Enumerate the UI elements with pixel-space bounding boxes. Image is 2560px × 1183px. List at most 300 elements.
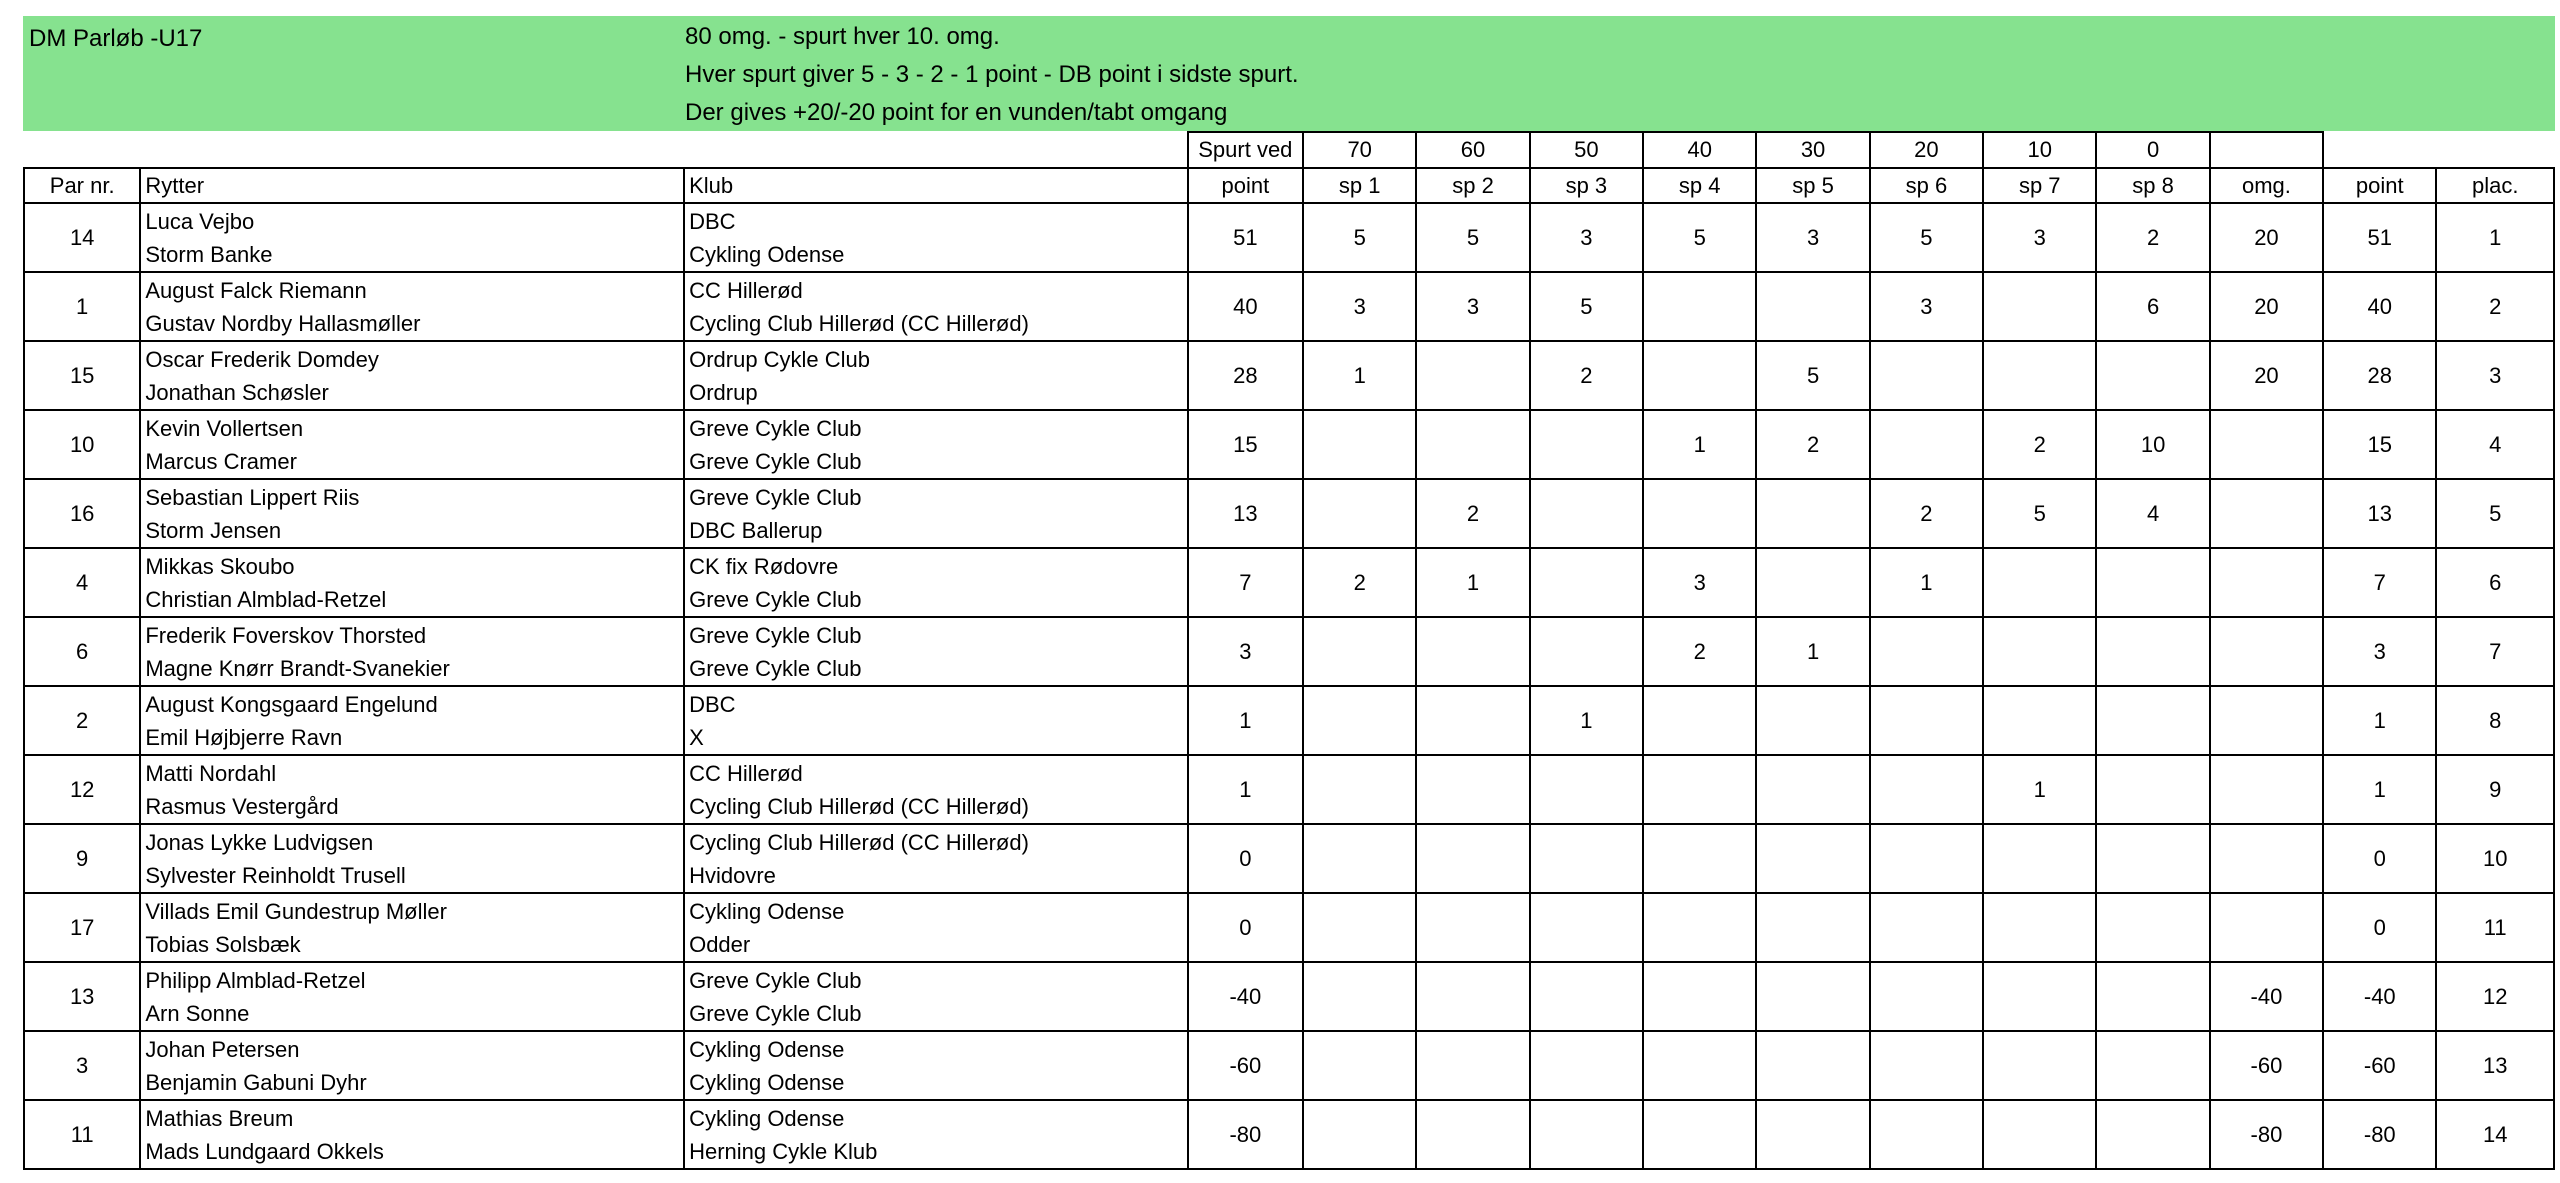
lap-cell: 70	[1303, 132, 1416, 168]
riders-cell	[140, 755, 684, 824]
total-point-cell: -60	[2323, 1031, 2436, 1100]
sprint-cell	[1643, 1100, 1756, 1169]
sprint-cell	[1983, 272, 2096, 341]
rider-name: August Falck Riemann	[145, 277, 367, 303]
pair-number-cell: 13	[24, 962, 140, 1031]
sprint-cell: 3	[1416, 272, 1529, 341]
pair-number-cell: 3	[24, 1031, 140, 1100]
rider-name: Tobias Solsbæk	[145, 931, 301, 957]
sprint-cell	[1643, 893, 1756, 962]
lap-cell: 30	[1756, 132, 1869, 168]
riders-cell	[140, 617, 684, 686]
total-point-cell: 51	[2323, 203, 2436, 272]
sprint-cell	[1530, 1100, 1643, 1169]
point-cell: -40	[1188, 962, 1303, 1031]
sprint-cell: 1	[1643, 410, 1756, 479]
results-sheet	[23, 16, 2555, 1170]
omg-cell	[2210, 410, 2323, 479]
sprint-cell	[1530, 755, 1643, 824]
sprint-cell	[1870, 824, 1983, 893]
sprint-cell	[1756, 893, 1869, 962]
sprint-cell	[2096, 1100, 2209, 1169]
lap-cell: 0	[2096, 132, 2209, 168]
table-row	[24, 479, 2554, 548]
sprint-cell	[1416, 962, 1529, 1031]
placement-cell: 4	[2436, 410, 2554, 479]
sprint-cell: 5	[1643, 203, 1756, 272]
placement-cell: 14	[2436, 1100, 2554, 1169]
sprint-cell	[1643, 962, 1756, 1031]
sprint-cell: 5	[1303, 203, 1416, 272]
sprint-cell	[1756, 1031, 1869, 1100]
placement-cell: 2	[2436, 272, 2554, 341]
sprint-cell: 10	[2096, 410, 2209, 479]
lap-cell: 20	[1870, 132, 1983, 168]
table-row	[24, 686, 2554, 755]
rider-name: Mathias Breum	[145, 1105, 294, 1131]
omg-cell: 20	[2210, 203, 2323, 272]
sprint-cell	[1303, 479, 1416, 548]
point-cell: 13	[1188, 479, 1303, 548]
sprint-cell: 1	[1870, 548, 1983, 617]
placement-cell: 5	[2436, 479, 2554, 548]
rider-name: Storm Jensen	[145, 517, 282, 543]
total-point-cell: 1	[2323, 686, 2436, 755]
sprint-cell	[1870, 1031, 1983, 1100]
club-name: X	[689, 724, 704, 750]
rider-name: Rasmus Vestergård	[145, 793, 339, 819]
rider-name: August Kongsgaard Engelund	[145, 691, 438, 717]
table-row	[24, 617, 2554, 686]
point-cell: 40	[1188, 272, 1303, 341]
sprint-cell: 5	[1870, 203, 1983, 272]
sprint-cell	[1530, 410, 1643, 479]
riders-cell	[140, 686, 684, 755]
point-cell: -80	[1188, 1100, 1303, 1169]
sprint-cell	[1643, 1031, 1756, 1100]
total-point-cell: 13	[2323, 479, 2436, 548]
col-header-sprint: sp 8	[2096, 168, 2209, 203]
sprint-cell	[2096, 824, 2209, 893]
club-name: Cykling Odense	[689, 1036, 845, 1062]
pair-number-cell: 10	[24, 410, 140, 479]
pair-number-cell: 2	[24, 686, 140, 755]
table-row	[24, 962, 2554, 1031]
rider-name: Arn Sonne	[145, 1000, 250, 1026]
rider-name: Marcus Cramer	[145, 448, 297, 474]
spurt-ved-label: Spurt ved	[1188, 132, 1303, 168]
sprint-cell: 1	[1983, 755, 2096, 824]
club-name: Cykling Odense	[689, 898, 845, 924]
clubs-cell	[684, 893, 1188, 962]
header-banner	[23, 16, 2555, 131]
total-point-cell: 0	[2323, 893, 2436, 962]
empty-cell	[24, 132, 140, 168]
sprint-cell	[1530, 824, 1643, 893]
placement-cell: 11	[2436, 893, 2554, 962]
sprint-cell: 3	[1643, 548, 1756, 617]
rider-name: Benjamin Gabuni Dyhr	[145, 1069, 367, 1095]
sprint-cell: 5	[1416, 203, 1529, 272]
rider-name: Matti Nordahl	[145, 760, 277, 786]
column-header-row	[24, 168, 2554, 203]
riders-cell	[140, 272, 684, 341]
sprint-cell	[1983, 824, 2096, 893]
sprint-cell	[1643, 824, 1756, 893]
rider-name: Frederik Foverskov Thorsted	[145, 622, 427, 648]
table-row	[24, 410, 2554, 479]
sprint-cell	[1530, 548, 1643, 617]
total-point-cell: 28	[2323, 341, 2436, 410]
omg-cell	[2210, 824, 2323, 893]
sprint-cell	[2096, 686, 2209, 755]
sprint-cell: 3	[1983, 203, 2096, 272]
sprint-cell	[1756, 962, 1869, 1031]
placement-cell: 9	[2436, 755, 2554, 824]
sprint-cell	[1530, 893, 1643, 962]
col-header-sprint: sp 5	[1756, 168, 1869, 203]
sprint-cell: 2	[1303, 548, 1416, 617]
pair-number-cell: 1	[24, 272, 140, 341]
sprint-cell	[1303, 686, 1416, 755]
total-point-cell: -40	[2323, 962, 2436, 1031]
placement-cell: 6	[2436, 548, 2554, 617]
sprint-cell	[1870, 755, 1983, 824]
empty-cell	[2210, 132, 2323, 168]
empty-cell	[2323, 132, 2436, 168]
sprint-cell: 5	[1756, 341, 1869, 410]
omg-cell	[2210, 617, 2323, 686]
sprint-cell	[1416, 755, 1529, 824]
sprint-cell	[1303, 1031, 1416, 1100]
placement-cell: 8	[2436, 686, 2554, 755]
table-row	[24, 1100, 2554, 1169]
club-name: Cycling Club Hillerød (CC Hillerød)	[689, 310, 1029, 336]
point-cell: 51	[1188, 203, 1303, 272]
sprint-cell	[2096, 1031, 2209, 1100]
rule-line: 80 omg. - spurt hver 10. omg.	[685, 23, 1000, 50]
clubs-cell	[684, 962, 1188, 1031]
rule-line: Hver spurt giver 5 - 3 - 2 - 1 point - DB point i sidste spurt.	[685, 61, 1299, 88]
sprint-cell: 6	[2096, 272, 2209, 341]
point-cell: -60	[1188, 1031, 1303, 1100]
omg-cell	[2210, 686, 2323, 755]
club-name: CC Hillerød	[689, 760, 803, 786]
rider-name: Philipp Almblad-Retzel	[145, 967, 366, 993]
race-rules	[685, 18, 1299, 132]
clubs-cell	[684, 410, 1188, 479]
rider-name: Magne Knørr Brandt-Svanekier	[145, 655, 450, 681]
riders-cell	[140, 824, 684, 893]
sprint-cell	[1303, 824, 1416, 893]
omg-cell	[2210, 548, 2323, 617]
pair-number-cell: 9	[24, 824, 140, 893]
total-point-cell: 1	[2323, 755, 2436, 824]
riders-cell	[140, 893, 684, 962]
rider-name: Oscar Frederik Domdey	[145, 346, 379, 372]
riders-cell	[140, 1031, 684, 1100]
rider-name: Villads Emil Gundestrup Møller	[145, 898, 447, 924]
table-row	[24, 824, 2554, 893]
empty-cell	[140, 132, 684, 168]
sprint-cell	[1643, 479, 1756, 548]
rider-name: Mikkas Skoubo	[145, 553, 295, 579]
club-name: Cycling Club Hillerød (CC Hillerød)	[689, 793, 1029, 819]
pair-number-cell: 14	[24, 203, 140, 272]
club-name: DBC Ballerup	[689, 517, 823, 543]
club-name: CK fix Rødovre	[689, 553, 839, 579]
sprint-cell	[1756, 1100, 1869, 1169]
sprint-cell	[1870, 962, 1983, 1031]
sprint-cell	[1416, 686, 1529, 755]
pair-number-cell: 4	[24, 548, 140, 617]
sprint-cell: 1	[1416, 548, 1529, 617]
sprint-cell: 3	[1870, 272, 1983, 341]
total-point-cell: 3	[2323, 617, 2436, 686]
rider-name: Luca Vejbo	[145, 208, 255, 234]
placement-cell: 1	[2436, 203, 2554, 272]
placement-cell: 3	[2436, 341, 2554, 410]
table-row	[24, 341, 2554, 410]
sprint-cell	[1870, 617, 1983, 686]
table-row	[24, 1031, 2554, 1100]
rider-name: Sebastian Lippert Riis	[145, 484, 360, 510]
club-name: Cykling Odense	[689, 1069, 845, 1095]
sprint-cell	[1416, 410, 1529, 479]
point-cell: 28	[1188, 341, 1303, 410]
col-header-klub: Klub	[684, 168, 1188, 203]
results-table	[23, 131, 2555, 1170]
riders-cell	[140, 203, 684, 272]
club-name: Greve Cykle Club	[689, 448, 862, 474]
table-row	[24, 272, 2554, 341]
riders-cell	[140, 479, 684, 548]
clubs-cell	[684, 479, 1188, 548]
pair-number-cell: 15	[24, 341, 140, 410]
pair-number-cell: 17	[24, 893, 140, 962]
club-name: Ordrup	[689, 379, 758, 405]
sprint-cell	[1416, 893, 1529, 962]
placement-cell: 12	[2436, 962, 2554, 1031]
sprint-cell: 4	[2096, 479, 2209, 548]
sprint-cell	[1416, 341, 1529, 410]
clubs-cell	[684, 341, 1188, 410]
sprint-cell	[1416, 617, 1529, 686]
lap-cell: 10	[1983, 132, 2096, 168]
rider-name: Johan Petersen	[145, 1036, 300, 1062]
sprint-cell: 2	[1643, 617, 1756, 686]
club-name: Odder	[689, 931, 751, 957]
col-header-omg: omg.	[2210, 168, 2323, 203]
rider-name: Storm Banke	[145, 241, 273, 267]
sprint-cell	[1983, 341, 2096, 410]
sprint-cell	[1643, 755, 1756, 824]
omg-cell: 20	[2210, 341, 2323, 410]
club-name: Cycling Club Hillerød (CC Hillerød)	[689, 829, 1029, 855]
sprint-cell	[2096, 548, 2209, 617]
sprint-cell: 2	[1756, 410, 1869, 479]
rider-name: Sylvester Reinholdt Trusell	[145, 862, 406, 888]
club-name: Herning Cykle Klub	[689, 1138, 878, 1164]
sprint-cell	[1756, 272, 1869, 341]
pair-number-cell: 11	[24, 1100, 140, 1169]
sprint-cell	[1756, 824, 1869, 893]
sprint-cell	[1303, 410, 1416, 479]
col-header-total-point: point	[2323, 168, 2436, 203]
clubs-cell	[684, 203, 1188, 272]
total-point-cell: 40	[2323, 272, 2436, 341]
clubs-cell	[684, 617, 1188, 686]
sprint-cell: 2	[1416, 479, 1529, 548]
club-name: DBC	[689, 691, 736, 717]
point-cell: 3	[1188, 617, 1303, 686]
lap-cell: 40	[1643, 132, 1756, 168]
sprint-cell	[1983, 893, 2096, 962]
riders-cell	[140, 341, 684, 410]
sprint-cell	[1416, 1031, 1529, 1100]
sprint-cell: 1	[1756, 617, 1869, 686]
sprint-cell	[1530, 479, 1643, 548]
race-title: DM Parløb -U17	[29, 25, 203, 52]
clubs-cell	[684, 272, 1188, 341]
lap-cell: 50	[1530, 132, 1643, 168]
lap-cell: 60	[1416, 132, 1529, 168]
col-header-sprint: sp 6	[1870, 168, 1983, 203]
club-name: Cykling Odense	[689, 241, 845, 267]
sprint-cell	[1756, 755, 1869, 824]
sprint-cell: 2	[1530, 341, 1643, 410]
sprint-cell	[2096, 755, 2209, 824]
col-header-sprint: sp 3	[1530, 168, 1643, 203]
sprint-cell	[1870, 410, 1983, 479]
sprint-cell	[1870, 893, 1983, 962]
sprint-cell	[2096, 962, 2209, 1031]
point-cell: 0	[1188, 824, 1303, 893]
empty-cell	[2436, 132, 2554, 168]
riders-cell	[140, 962, 684, 1031]
sprint-cell	[1983, 548, 2096, 617]
sprint-cell	[1303, 893, 1416, 962]
sprint-cell	[1530, 617, 1643, 686]
clubs-cell	[684, 548, 1188, 617]
col-header-point: point	[1188, 168, 1303, 203]
riders-cell	[140, 410, 684, 479]
rider-name: Kevin Vollertsen	[145, 415, 304, 441]
rider-name: Emil Højbjerre Ravn	[145, 724, 343, 750]
omg-cell	[2210, 479, 2323, 548]
col-header-plac: plac.	[2436, 168, 2554, 203]
sprint-cell	[1303, 755, 1416, 824]
sprint-cell	[1983, 1031, 2096, 1100]
col-header-sprint: sp 1	[1303, 168, 1416, 203]
point-cell: 0	[1188, 893, 1303, 962]
sprint-cell	[1870, 341, 1983, 410]
omg-cell	[2210, 755, 2323, 824]
total-point-cell: -80	[2323, 1100, 2436, 1169]
placement-cell: 10	[2436, 824, 2554, 893]
table-row	[24, 755, 2554, 824]
club-name: Ordrup Cykle Club	[689, 346, 871, 372]
point-cell: 1	[1188, 686, 1303, 755]
sprint-cell	[1303, 617, 1416, 686]
sprint-cell	[1756, 479, 1869, 548]
sprint-cell	[1416, 1100, 1529, 1169]
rider-name: Mads Lundgaard Okkels	[145, 1138, 384, 1164]
sprint-cell	[1303, 962, 1416, 1031]
omg-cell: -40	[2210, 962, 2323, 1031]
total-point-cell: 15	[2323, 410, 2436, 479]
sprint-cell: 2	[2096, 203, 2209, 272]
sprint-cell: 2	[1983, 410, 2096, 479]
sprint-cell	[2096, 617, 2209, 686]
club-name: Hvidovre	[689, 862, 776, 888]
clubs-cell	[684, 824, 1188, 893]
sprint-cell: 1	[1303, 341, 1416, 410]
clubs-cell	[684, 1031, 1188, 1100]
sprint-cell	[1530, 962, 1643, 1031]
riders-cell	[140, 548, 684, 617]
sprint-cell	[1756, 548, 1869, 617]
sprint-cell	[1643, 341, 1756, 410]
sprint-cell: 2	[1870, 479, 1983, 548]
sprint-cell	[1416, 824, 1529, 893]
col-header-par-nr: Par nr.	[24, 168, 140, 203]
club-name: Greve Cykle Club	[689, 415, 862, 441]
sprint-cell	[1870, 1100, 1983, 1169]
point-cell: 15	[1188, 410, 1303, 479]
omg-cell: -80	[2210, 1100, 2323, 1169]
sprint-cell	[1303, 1100, 1416, 1169]
omg-cell: 20	[2210, 272, 2323, 341]
sprint-cell	[1643, 686, 1756, 755]
point-cell: 1	[1188, 755, 1303, 824]
col-header-rytter: Rytter	[140, 168, 684, 203]
club-name: Greve Cykle Club	[689, 967, 862, 993]
sprint-cell: 1	[1530, 686, 1643, 755]
sprint-cell	[2096, 893, 2209, 962]
table-row	[24, 893, 2554, 962]
table-row	[24, 203, 2554, 272]
pair-number-cell: 16	[24, 479, 140, 548]
rider-name: Gustav Nordby Hallasmøller	[145, 310, 421, 336]
total-point-cell: 7	[2323, 548, 2436, 617]
sprint-cell	[1983, 962, 2096, 1031]
club-name: Greve Cykle Club	[689, 655, 862, 681]
sprint-cell	[2096, 341, 2209, 410]
rider-name: Jonathan Schøsler	[145, 379, 329, 405]
sprint-cell	[1983, 1100, 2096, 1169]
sprint-cell	[1983, 686, 2096, 755]
club-name: DBC	[689, 208, 736, 234]
omg-cell: -60	[2210, 1031, 2323, 1100]
pair-number-cell: 6	[24, 617, 140, 686]
rider-name: Jonas Lykke Ludvigsen	[145, 829, 374, 855]
pair-number-cell: 12	[24, 755, 140, 824]
sprint-cell	[1530, 1031, 1643, 1100]
sprint-cell: 5	[1530, 272, 1643, 341]
clubs-cell	[684, 686, 1188, 755]
club-name: Greve Cykle Club	[689, 484, 862, 510]
rule-line: Der gives +20/-20 point for en vunden/tabt omgang	[685, 99, 1228, 126]
point-cell: 7	[1188, 548, 1303, 617]
club-name: Greve Cykle Club	[689, 1000, 862, 1026]
clubs-cell	[684, 755, 1188, 824]
col-header-sprint: sp 2	[1416, 168, 1529, 203]
sprint-cell	[1643, 272, 1756, 341]
sprint-cell	[1870, 686, 1983, 755]
club-name: Greve Cykle Club	[689, 586, 862, 612]
club-name: CC Hillerød	[689, 277, 803, 303]
